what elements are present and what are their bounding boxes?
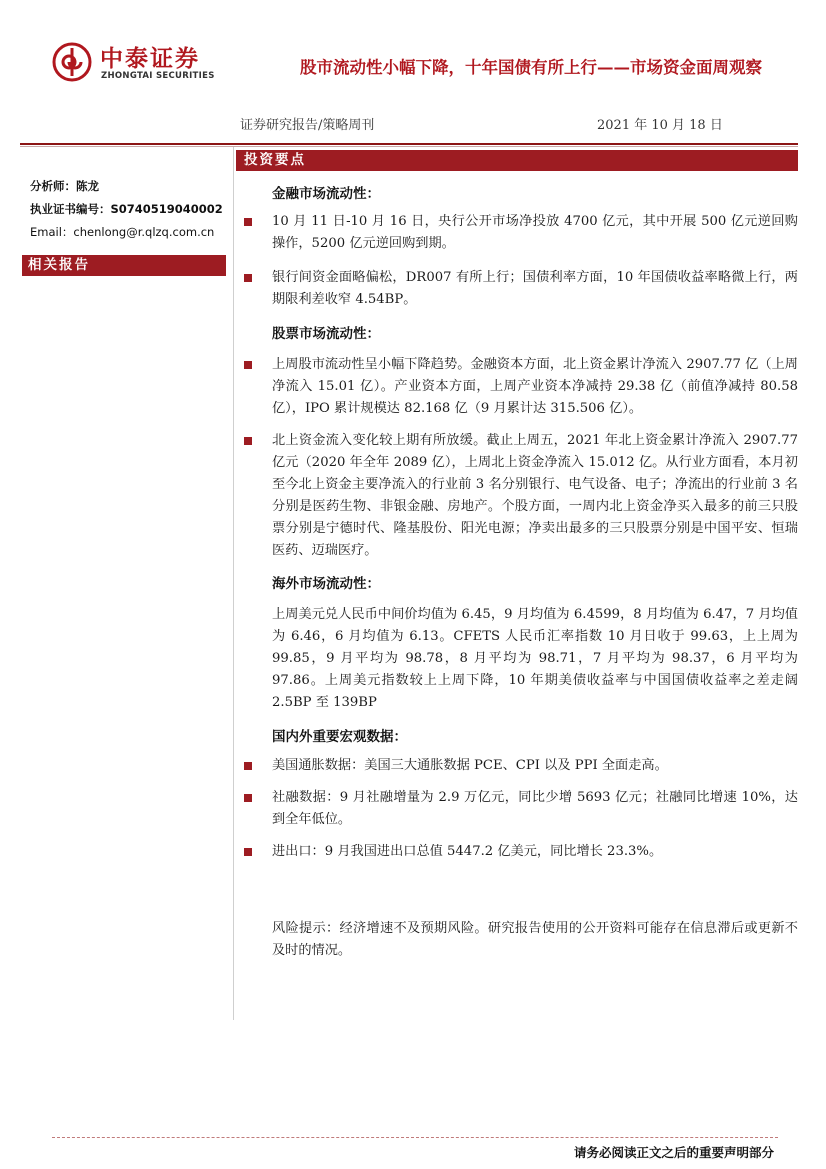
macro-bullet-1: 美国通胀数据：美国三大通胀数据 PCE、CPI 以及 PPI 全面走高。 (272, 758, 668, 773)
logo-name-cn: 中泰证券 (100, 46, 200, 72)
cert-number: S0740519040002 (110, 202, 223, 216)
stock-bullet-2: 北上资金流入变化较上期有所放缓。截止上周五，2021 年北上资金累计净流入 2907.77 亿元（2020 年全年 2089 亿），上周北上资金净流入 15.012 亿。从行业方面看，本月初至今北上资金主要净流入的行业前 3 名分别银行、电气设备、电子；净流出的行业前 3 名分别是医药生物、非银金融、房地产。个股方面，一周内北上资金净买入最多的前三只股票分别是宁德时代、隆基股份、阳光电源；净卖出最多的三只股票分别是中国平安、恒瑞医药、迈瑞医疗。 (272, 433, 798, 558)
analyst-line (30, 178, 99, 194)
email-address[interactable]: chenlong@r.qlzq.com.cn (73, 225, 215, 239)
section-stock-liquidity: 股票市场流动性： (272, 326, 380, 342)
investment-highlights-heading: 投资要点 (236, 150, 798, 171)
company-logo (52, 40, 222, 88)
related-reports-heading: 相关报告 (22, 255, 226, 276)
cert-label: 执业证书编号： (30, 202, 111, 216)
stock-bullet-1: 上周股市流动性呈小幅下降趋势。金融资本方面，北上资金累计净流入 2907.77 亿（上周净流入 15.01 亿）。产业资本方面，上周产业资本净减持 29.38 亿（前值净减持 80.58 亿），IPO 累计规模达 82.168 亿（9 月累计达 315.506 亿）。 (272, 357, 798, 416)
financial-bullet-1: 10 月 11 日-10 月 16 日，央行公开市场净投放 4700 亿元，其中开展 500 亿元逆回购操作，5200 亿元逆回购到期。 (272, 214, 798, 251)
footer-notice: 请务必阅读正文之后的重要声明部分 (573, 1145, 774, 1160)
overseas-paragraph: 上周美元兑人民币中间价均值为 6.45，9 月均值为 6.4599，8 月均值为 6.47，7 月均值为 6.46，6 月均值为 6.13。CFETS 人民币汇率指数 10 月日收于 99.63，上上周为 99.85，9 月平均为 98.78，8 月平均为 98.71，7 月平均为 98.37，6 月平均为 97.86。上周美元指数较上上周下降，10 年期美债收益率与中国国债收益率之差走阔 2.5BP 至 139BP (272, 607, 798, 710)
macro-bullet-3: 进出口：9 月我国进出口总值 5447.2 亿美元，同比增长 23.3%。 (272, 844, 663, 859)
analyst-name: 陈龙 (76, 179, 99, 193)
section-overseas-liquidity: 海外市场流动性： (272, 576, 380, 592)
header-rule (20, 143, 798, 145)
macro-bullet-2: 社融数据：9 月社融增量为 2.9 万亿元，同比少增 5693 亿元；社融同比增速 10%，达到全年低位。 (272, 790, 798, 827)
bullet-icon (244, 762, 252, 770)
email-label: Email： (30, 225, 74, 239)
risk-warning: 风险提示：经济增速不及预期风险。研究报告使用的公开资料可能存在信息滞后或更新不及时的情况。 (272, 921, 798, 958)
bullet-icon (244, 848, 252, 856)
bullet-icon (244, 794, 252, 802)
cert-line (30, 201, 223, 217)
zhongtai-logo-icon (52, 42, 92, 82)
report-type: 证券研究报告/策略周刊 (240, 118, 375, 133)
section-financial-liquidity: 金融市场流动性： (272, 186, 380, 202)
financial-bullet-2: 银行间资金面略偏松，DR007 有所上行；国债利率方面，10 年国债收益率略微上行，两期限利差收窄 4.54BP。 (272, 270, 798, 307)
bullet-icon (244, 361, 252, 369)
report-title: 股市流动性小幅下降，十年国债有所上行——市场资金面周观察 (300, 58, 762, 77)
analyst-label: 分析师： (30, 179, 76, 193)
section-macro-data: 国内外重要宏观数据： (272, 729, 407, 745)
footer-divider (52, 1137, 778, 1138)
report-date: 2021 年 10 月 18 日 (597, 118, 723, 133)
bullet-icon (244, 274, 252, 282)
bullet-icon (244, 437, 252, 445)
column-divider (233, 147, 234, 1020)
email-line (30, 224, 214, 240)
header-rule-thin (20, 146, 798, 147)
bullet-icon (244, 218, 252, 226)
logo-name-en: ZHONGTAI SECURITIES (101, 71, 215, 81)
